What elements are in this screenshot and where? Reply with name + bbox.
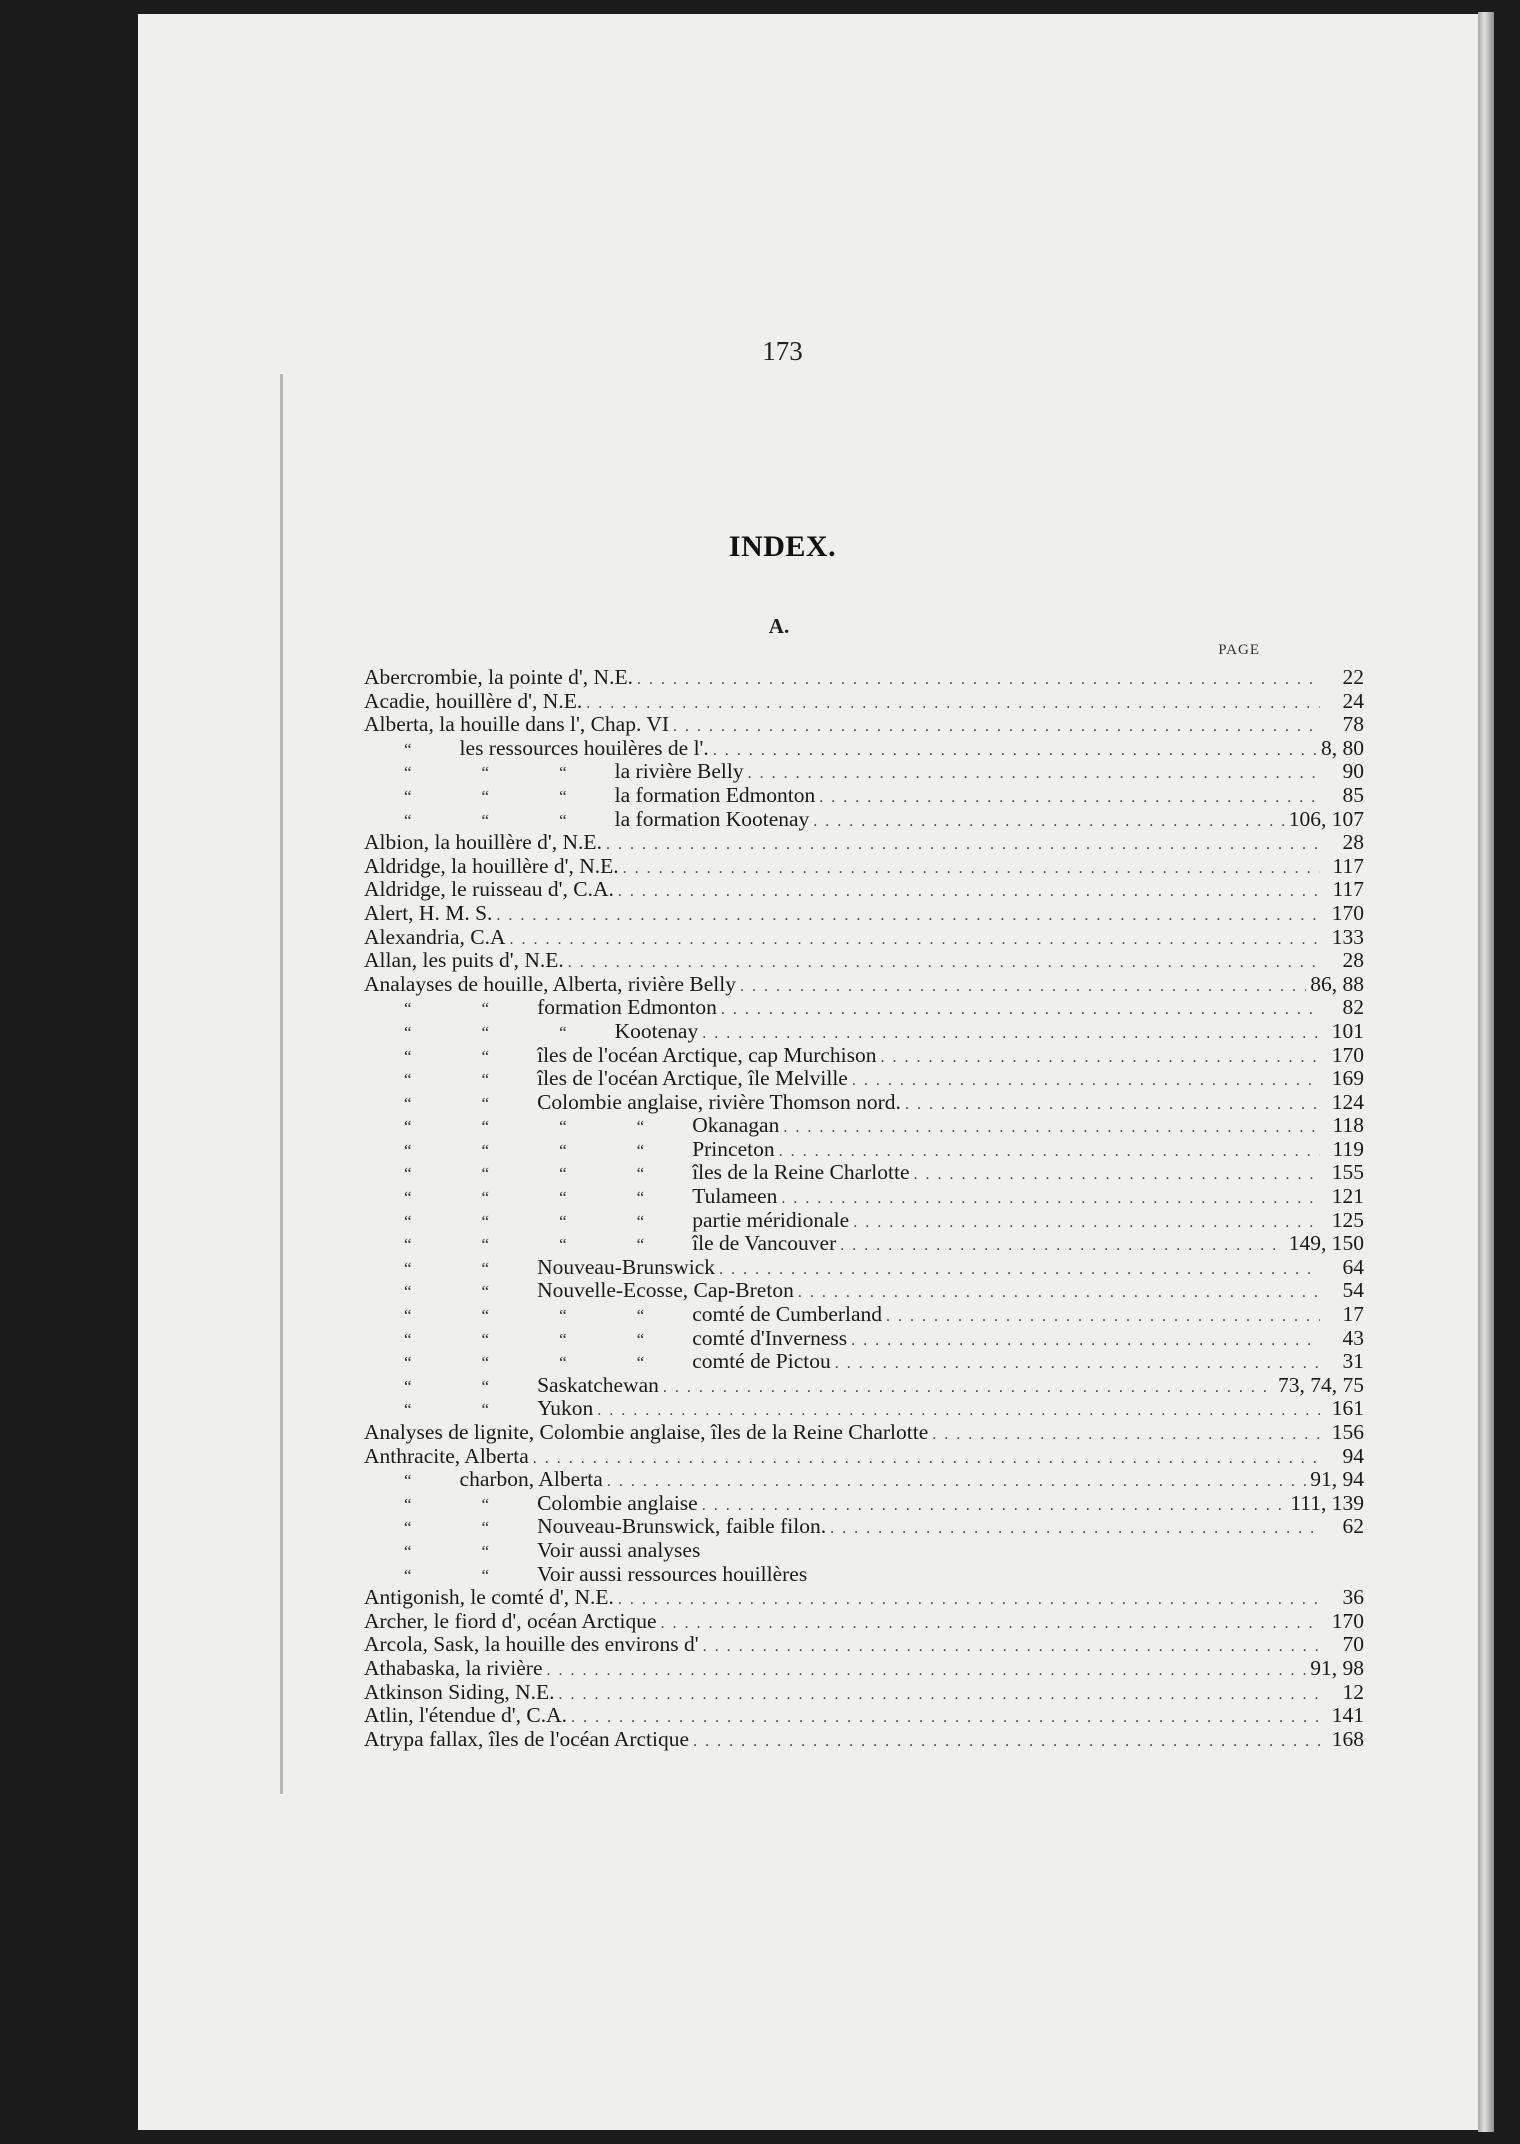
entry-label: Voir aussi ressources houillères xyxy=(537,1561,808,1586)
dot-leader xyxy=(781,1187,1320,1211)
entry-pages: 78 xyxy=(1342,712,1364,737)
dot-leader xyxy=(510,928,1320,952)
ditto-mark: “ xyxy=(481,1376,490,1396)
ditto-mark: “ xyxy=(636,1235,645,1255)
dot-leader xyxy=(623,857,1320,881)
index-entry xyxy=(364,878,1364,902)
ditto-mark: “ xyxy=(481,1070,490,1090)
dot-leader xyxy=(914,1163,1320,1187)
dot-leader xyxy=(533,1447,1320,1471)
ditto-mark: “ xyxy=(636,1188,645,1208)
ditto-mark: “ xyxy=(636,1353,645,1373)
ditto-mark: “ xyxy=(404,1471,412,1491)
entry-label: partie méridionale xyxy=(692,1207,850,1232)
ditto-mark: “ xyxy=(636,1211,645,1231)
ditto-mark: “ xyxy=(404,1329,412,1349)
ditto-mark: “ xyxy=(559,1140,567,1160)
index-entry xyxy=(364,784,1364,808)
dot-leader xyxy=(840,1234,1284,1258)
ditto-mark: “ xyxy=(559,1022,567,1042)
dot-leader xyxy=(618,1588,1320,1612)
ditto-mark: “ xyxy=(481,1211,490,1231)
entry-label: Tulameen xyxy=(692,1184,778,1209)
entry-label: les ressources houilères de l'. xyxy=(459,735,709,760)
ditto-mark: “ xyxy=(636,1306,645,1326)
entry-pages: 94 xyxy=(1342,1443,1364,1468)
ditto-mark: “ xyxy=(404,786,412,806)
ditto-mark: “ xyxy=(481,1400,490,1420)
entry-pages: 31 xyxy=(1342,1349,1364,1374)
ditto-mark: “ xyxy=(559,1117,567,1137)
ditto-mark: “ xyxy=(481,1565,490,1585)
dot-leader xyxy=(713,739,1317,763)
entry-pages: 28 xyxy=(1342,948,1364,973)
ditto-mark: “ xyxy=(404,1070,412,1090)
entry-pages: 70 xyxy=(1342,1632,1364,1657)
ditto-mark: “ xyxy=(481,1117,490,1137)
dot-leader xyxy=(835,1352,1320,1376)
index-entry xyxy=(364,949,1364,973)
index-entry xyxy=(364,1327,1364,1351)
entry-label: Colombie anglaise, rivière Thomson nord. xyxy=(537,1089,901,1114)
dot-leader xyxy=(547,1659,1307,1683)
ditto-mark: “ xyxy=(481,1140,490,1160)
dot-leader xyxy=(586,692,1320,716)
ditto-mark: “ xyxy=(636,1140,645,1160)
entry-label: comté de Cumberland xyxy=(692,1302,883,1327)
dot-leader xyxy=(559,1683,1320,1707)
entry-label: la formation Edmonton xyxy=(614,782,816,807)
entry-label: Abercrombie, la pointe d', N.E. xyxy=(364,665,633,689)
dot-leader xyxy=(932,1423,1320,1447)
entry-label: Nouveau-Brunswick, faible filon. xyxy=(537,1514,827,1539)
ditto-mark: “ xyxy=(404,1140,412,1160)
entry-pages: 36 xyxy=(1342,1585,1364,1610)
entry-label: comté d'Inverness xyxy=(692,1325,848,1350)
dot-leader xyxy=(819,786,1320,810)
ditto-mark: “ xyxy=(404,1353,412,1373)
index-entry xyxy=(364,926,1364,950)
ditto-mark: “ xyxy=(481,1046,490,1066)
entry-label: Analayses de houille, Alberta, rivière Belly xyxy=(364,971,736,996)
ditto-mark: “ xyxy=(636,1329,645,1349)
entry-pages: 121 xyxy=(1331,1184,1364,1209)
entry-label: Colombie anglaise xyxy=(537,1490,698,1515)
entry-label: Alexandria, C.A xyxy=(364,924,506,949)
dot-leader xyxy=(702,1022,1320,1046)
entry-pages: 17 xyxy=(1342,1302,1364,1327)
ditto-mark: “ xyxy=(559,1211,567,1231)
entry-label: Kootenay xyxy=(614,1018,699,1043)
section-letter: A. xyxy=(768,614,790,638)
entry-pages: 118 xyxy=(1332,1113,1364,1138)
ditto-mark: “ xyxy=(559,1235,567,1255)
ditto-mark: “ xyxy=(404,1541,412,1561)
index-entry xyxy=(364,1728,1364,1752)
ditto-mark: “ xyxy=(559,1164,567,1184)
entry-label: îles de la Reine Charlotte xyxy=(692,1160,910,1185)
ditto-mark: “ xyxy=(481,763,490,783)
index-entry xyxy=(364,973,1364,997)
ditto-mark: “ xyxy=(404,1117,412,1137)
ditto-mark: “ xyxy=(404,999,412,1019)
ditto-mark: “ xyxy=(481,1164,490,1184)
entry-label: îles de l'océan Arctique, île Melville xyxy=(537,1066,848,1091)
dot-leader xyxy=(886,1305,1320,1329)
entry-pages: 28 xyxy=(1342,830,1364,855)
entry-label: Princeton xyxy=(692,1136,775,1161)
ditto-mark: “ xyxy=(404,1494,412,1514)
entry-label: Aldridge, la houillère d', N.E. xyxy=(364,853,619,878)
dot-leader xyxy=(673,715,1320,739)
entry-pages: 119 xyxy=(1332,1136,1364,1161)
ditto-mark: “ xyxy=(559,1188,567,1208)
index-entry xyxy=(364,996,1364,1020)
ditto-mark: “ xyxy=(404,810,412,830)
binding-shadow xyxy=(280,374,283,1794)
dot-leader xyxy=(905,1093,1320,1117)
page-title: INDEX. xyxy=(728,530,837,563)
ditto-mark: “ xyxy=(481,1022,490,1042)
ditto-mark: “ xyxy=(404,1518,412,1538)
page-number: 173 xyxy=(762,336,803,366)
index-entry xyxy=(364,1044,1364,1068)
entry-pages: 133 xyxy=(1331,924,1364,949)
index-entry xyxy=(364,1232,1364,1256)
entry-pages: 106, 107 xyxy=(1288,806,1364,831)
index-entry xyxy=(364,1091,1364,1115)
ditto-mark: “ xyxy=(481,1306,490,1326)
entry-pages: 125 xyxy=(1331,1207,1364,1232)
index-entry xyxy=(364,737,1364,761)
ditto-mark: “ xyxy=(481,1541,490,1561)
ditto-mark: “ xyxy=(481,1518,490,1538)
index-entry xyxy=(364,1161,1364,1185)
ditto-mark: “ xyxy=(481,1494,490,1514)
entry-pages: 168 xyxy=(1331,1726,1364,1751)
entry-label: Nouveau-Brunswick xyxy=(537,1254,716,1279)
index-entry xyxy=(364,1374,1364,1398)
index-entry xyxy=(364,1256,1364,1280)
ditto-mark: “ xyxy=(481,1353,490,1373)
ditto-mark: “ xyxy=(404,1211,412,1231)
entry-pages: 117 xyxy=(1332,877,1364,902)
index-entry xyxy=(364,1303,1364,1327)
ditto-mark: “ xyxy=(481,1093,490,1113)
entry-label: Alberta, la houille dans l', Chap. VI xyxy=(364,712,670,737)
index-entry xyxy=(364,1114,1364,1138)
index-entry xyxy=(364,1704,1364,1728)
dot-leader xyxy=(783,1116,1320,1140)
entry-pages: 90 xyxy=(1342,759,1364,784)
dot-leader xyxy=(881,1046,1321,1070)
entry-label: la formation Kootenay xyxy=(614,806,810,831)
document-page xyxy=(138,14,1478,2130)
index-entry xyxy=(364,1610,1364,1634)
entry-pages: 12 xyxy=(1342,1679,1364,1704)
page-edge xyxy=(1478,12,1494,2132)
dot-leader xyxy=(748,762,1320,786)
entry-label: Allan, les puits d', N.E. xyxy=(364,948,564,973)
ditto-mark: “ xyxy=(404,1400,412,1420)
entry-label: Analyses de lignite, Colombie anglaise, îles de la Reine Charlotte xyxy=(364,1420,929,1444)
dot-leader xyxy=(851,1329,1320,1353)
entry-pages: 86, 88 xyxy=(1310,971,1364,996)
dot-leader xyxy=(719,1258,1320,1282)
entry-label: Atrypa fallax, îles de l'océan Arctique xyxy=(364,1726,690,1751)
entry-label: Aldridge, le ruisseau d', C.A. xyxy=(364,877,614,902)
index-entry xyxy=(364,1468,1364,1492)
entry-pages: 155 xyxy=(1331,1160,1364,1185)
dot-leader xyxy=(693,1730,1320,1754)
ditto-mark: “ xyxy=(404,1306,412,1326)
entry-label: Saskatchewan xyxy=(537,1372,659,1397)
ditto-mark: “ xyxy=(559,1306,567,1326)
index-entry xyxy=(364,1539,1364,1563)
entry-label: Voir aussi analyses xyxy=(537,1537,701,1562)
ditto-mark: “ xyxy=(481,1282,490,1302)
entry-pages: 85 xyxy=(1342,782,1364,807)
entry-label: Yukon xyxy=(537,1396,594,1421)
ditto-mark: “ xyxy=(404,1282,412,1302)
dot-leader xyxy=(813,810,1284,834)
index-entry xyxy=(364,1185,1364,1209)
index-entry xyxy=(364,1020,1364,1044)
entry-pages: 43 xyxy=(1342,1325,1364,1350)
entry-pages: 64 xyxy=(1342,1254,1364,1279)
dot-leader xyxy=(606,833,1320,857)
entry-pages: 22 xyxy=(1342,665,1364,689)
entry-pages: 170 xyxy=(1331,900,1364,925)
entry-label: formation Edmonton xyxy=(537,995,717,1020)
entry-label: îles de l'océan Arctique, cap Murchison xyxy=(537,1042,877,1067)
index-entry xyxy=(364,666,1364,690)
dot-leader xyxy=(852,1069,1320,1093)
entry-pages: 62 xyxy=(1342,1514,1364,1539)
ditto-mark: “ xyxy=(481,1329,490,1349)
entry-pages: 124 xyxy=(1331,1089,1364,1114)
dot-leader xyxy=(607,1470,1306,1494)
entry-label: Nouvelle-Ecosse, Cap-Breton xyxy=(537,1278,794,1303)
ditto-mark: “ xyxy=(404,739,412,759)
entry-pages: 54 xyxy=(1342,1278,1364,1303)
index-entry xyxy=(364,1586,1364,1610)
index-entry xyxy=(364,713,1364,737)
index-entry xyxy=(364,1397,1364,1421)
entry-label: Athabaska, la rivière xyxy=(364,1655,543,1680)
index-entry xyxy=(364,760,1364,784)
entry-label: comté de Pictou xyxy=(692,1349,831,1374)
index-entry xyxy=(364,1209,1364,1233)
index-entry xyxy=(364,1138,1364,1162)
ditto-mark: “ xyxy=(404,1022,412,1042)
index-list xyxy=(364,666,1364,1751)
index-entry xyxy=(364,1445,1364,1469)
dot-leader xyxy=(661,1612,1320,1636)
index-entry xyxy=(364,690,1364,714)
entry-pages: 8, 80 xyxy=(1321,735,1364,760)
index-entry xyxy=(364,1279,1364,1303)
dot-leader xyxy=(618,880,1320,904)
ditto-mark: “ xyxy=(481,999,490,1019)
ditto-mark: “ xyxy=(559,763,567,783)
index-entry xyxy=(364,1421,1364,1445)
index-entry xyxy=(364,855,1364,879)
ditto-mark: “ xyxy=(481,810,490,830)
ditto-mark: “ xyxy=(404,1046,412,1066)
ditto-mark: “ xyxy=(404,1376,412,1396)
ditto-mark: “ xyxy=(559,1353,567,1373)
ditto-mark: “ xyxy=(404,763,412,783)
entry-pages: 117 xyxy=(1332,853,1364,878)
dot-leader xyxy=(496,904,1320,928)
entry-pages: 161 xyxy=(1331,1396,1364,1421)
entry-label: Okanagan xyxy=(692,1113,780,1138)
index-entry xyxy=(364,1563,1364,1587)
entry-pages: 91, 98 xyxy=(1310,1655,1364,1680)
entry-label: charbon, Alberta xyxy=(459,1467,603,1492)
index-entry xyxy=(364,1350,1364,1374)
index-entry xyxy=(364,1515,1364,1539)
dot-leader xyxy=(740,975,1306,999)
entry-label: Arcola, Sask, la houille des environs d' xyxy=(364,1632,699,1657)
entry-pages: 91, 94 xyxy=(1310,1467,1364,1492)
entry-label: Atkinson Siding, N.E. xyxy=(364,1679,555,1704)
ditto-mark: “ xyxy=(636,1164,645,1184)
entry-label: Archer, le fiord d', océan Arctique xyxy=(364,1608,657,1633)
ditto-mark: “ xyxy=(559,786,567,806)
entry-label: Anthracite, Alberta xyxy=(364,1443,529,1468)
index-entry xyxy=(364,1633,1364,1657)
ditto-mark: “ xyxy=(404,1235,412,1255)
entry-pages: 24 xyxy=(1342,688,1364,713)
entry-pages: 169 xyxy=(1331,1066,1364,1091)
entry-pages: 82 xyxy=(1342,995,1364,1020)
entry-pages: 73, 74, 75 xyxy=(1278,1372,1364,1397)
index-entry xyxy=(364,1067,1364,1091)
entry-label: Atlin, l'étendue d', C.A. xyxy=(364,1703,568,1728)
entry-label: Acadie, houillère d', N.E. xyxy=(364,688,583,713)
index-entry xyxy=(364,1657,1364,1681)
index-entry xyxy=(364,1492,1364,1516)
entry-pages: 111, 139 xyxy=(1290,1490,1364,1515)
ditto-mark: “ xyxy=(481,1188,490,1208)
entry-pages: 101 xyxy=(1331,1018,1364,1043)
entry-pages: 170 xyxy=(1331,1608,1364,1633)
dot-leader xyxy=(830,1517,1320,1541)
ditto-mark: “ xyxy=(636,1117,645,1137)
dot-leader xyxy=(853,1211,1320,1235)
ditto-mark: “ xyxy=(404,1188,412,1208)
entry-pages: 156 xyxy=(1331,1420,1364,1444)
entry-label: Antigonish, le comté d', N.E. xyxy=(364,1585,614,1610)
entry-label: Alert, H. M. S. xyxy=(364,900,493,925)
ditto-mark: “ xyxy=(481,1258,490,1278)
dot-leader xyxy=(637,668,1320,692)
index-entry xyxy=(364,831,1364,855)
entry-pages: 149, 150 xyxy=(1288,1231,1364,1256)
index-entry xyxy=(364,902,1364,926)
ditto-mark: “ xyxy=(481,786,490,806)
ditto-mark: “ xyxy=(404,1565,412,1585)
page-column-header: PAGE xyxy=(1218,642,1260,658)
index-entry xyxy=(364,808,1364,832)
dot-leader xyxy=(721,998,1320,1022)
ditto-mark: “ xyxy=(404,1093,412,1113)
ditto-mark: “ xyxy=(404,1258,412,1278)
ditto-mark: “ xyxy=(559,1329,567,1349)
ditto-mark: “ xyxy=(481,1235,490,1255)
entry-label: île de Vancouver xyxy=(692,1231,837,1256)
entry-pages: 141 xyxy=(1331,1703,1364,1728)
entry-pages: 170 xyxy=(1331,1042,1364,1067)
ditto-mark: “ xyxy=(404,1164,412,1184)
entry-label: Albion, la houillère d', N.E. xyxy=(364,830,602,855)
entry-label: la rivière Belly xyxy=(614,759,744,784)
index-entry xyxy=(364,1681,1364,1705)
dot-leader xyxy=(703,1635,1320,1659)
dot-leader xyxy=(663,1376,1274,1400)
ditto-mark: “ xyxy=(559,810,567,830)
